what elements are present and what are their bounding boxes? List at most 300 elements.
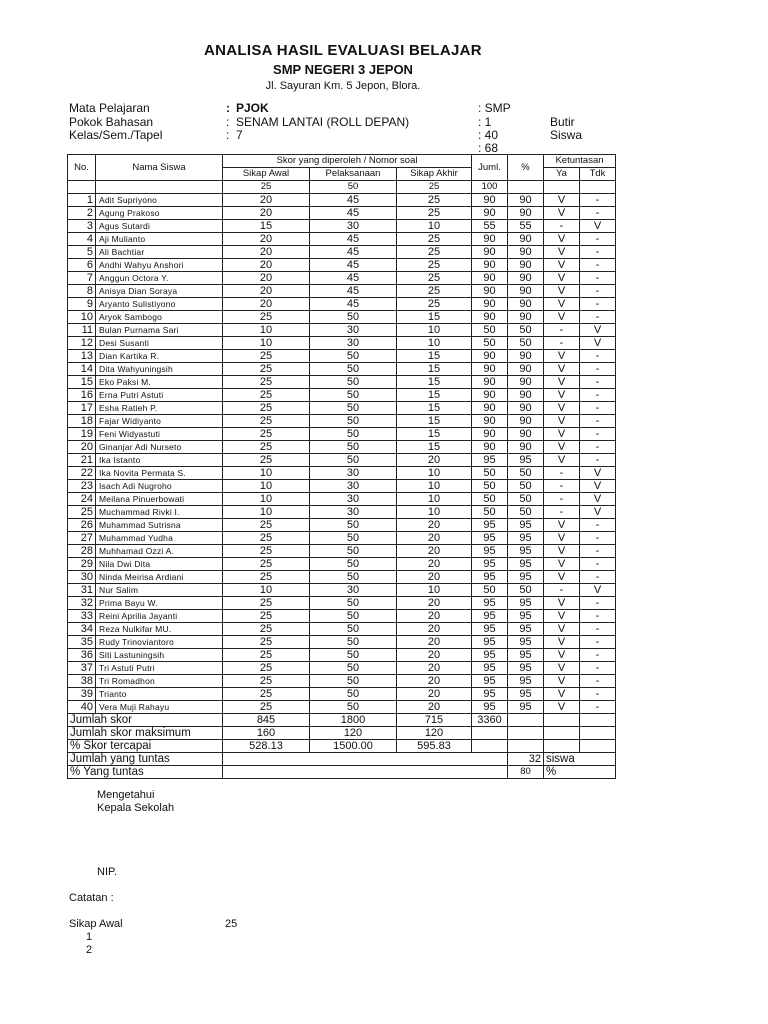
row-no: 4: [68, 233, 96, 246]
row-jml: 90: [472, 376, 508, 389]
row-pelaksanaan: 30: [310, 584, 397, 597]
summary-jumlah-maks-c: 120: [397, 727, 472, 740]
row-pct: 50: [508, 467, 544, 480]
row-jml: 90: [472, 259, 508, 272]
row-pelaksanaan: 45: [310, 272, 397, 285]
row-pct: 90: [508, 441, 544, 454]
row-sikap-akhir: 20: [397, 636, 472, 649]
row-sikap-awal: 25: [223, 688, 310, 701]
row-jml: 95: [472, 454, 508, 467]
row-pelaksanaan: 50: [310, 701, 397, 714]
row-jml: 95: [472, 636, 508, 649]
row-nama: Ninda Meirisa Ardiani: [96, 571, 223, 584]
row-ya: V: [544, 571, 580, 584]
row-pct: 90: [508, 389, 544, 402]
row-tdk: -: [580, 701, 616, 714]
row-pelaksanaan: 45: [310, 207, 397, 220]
row-pct: 90: [508, 363, 544, 376]
row-ya: V: [544, 311, 580, 324]
row-tdk: -: [580, 285, 616, 298]
table-row: [68, 415, 616, 428]
row-tdk: V: [580, 493, 616, 506]
row-nama: Ali Bachtiar: [96, 246, 223, 259]
row-sikap-akhir: 25: [397, 194, 472, 207]
row-nama: Dita Wahyuningsih: [96, 363, 223, 376]
header-skor-group: Skor yang diperoleh / Nomor soal: [223, 155, 472, 168]
row-sikap-awal: 10: [223, 584, 310, 597]
max-jml: 100: [472, 181, 508, 194]
row-no: 28: [68, 545, 96, 558]
row-pct: 95: [508, 519, 544, 532]
summary-tuntas-value: 32: [508, 753, 544, 766]
header-jml: Juml.: [472, 155, 508, 181]
row-sikap-akhir: 15: [397, 350, 472, 363]
summary-tuntas-unit: siswa: [544, 753, 616, 766]
row-ya: V: [544, 194, 580, 207]
row-pct: 95: [508, 597, 544, 610]
row-no: 30: [68, 571, 96, 584]
row-pct: 95: [508, 532, 544, 545]
row-sikap-awal: 25: [223, 662, 310, 675]
row-sikap-awal: 25: [223, 623, 310, 636]
row-sikap-awal: 25: [223, 610, 310, 623]
max-pelaksanaan: 50: [310, 181, 397, 194]
row-nama: Tri Romadhon: [96, 675, 223, 688]
row-sikap-akhir: 15: [397, 441, 472, 454]
table-row: [68, 402, 616, 415]
table-row: [68, 571, 616, 584]
header-pelaksanaan: Pelaksanaan: [310, 168, 397, 181]
row-ya: V: [544, 532, 580, 545]
info-right-butir: Butir: [550, 115, 575, 129]
row-tdk: -: [580, 272, 616, 285]
table-row: [68, 636, 616, 649]
row-pct: 95: [508, 636, 544, 649]
row-tdk: -: [580, 597, 616, 610]
row-tdk: V: [580, 467, 616, 480]
row-ya: V: [544, 519, 580, 532]
row-nama: Muhhamad Ozzi A.: [96, 545, 223, 558]
row-sikap-awal: 25: [223, 428, 310, 441]
row-pct: 90: [508, 402, 544, 415]
row-no: 37: [68, 662, 96, 675]
table-row: [68, 558, 616, 571]
row-sikap-akhir: 10: [397, 337, 472, 350]
row-sikap-akhir: 20: [397, 545, 472, 558]
row-no: 16: [68, 389, 96, 402]
row-jml: 95: [472, 532, 508, 545]
row-sikap-akhir: 20: [397, 610, 472, 623]
row-tdk: -: [580, 311, 616, 324]
row-sikap-akhir: 25: [397, 272, 472, 285]
row-pct: 95: [508, 610, 544, 623]
table-row: [68, 662, 616, 675]
table-row: [68, 532, 616, 545]
row-no: 35: [68, 636, 96, 649]
row-pelaksanaan: 50: [310, 532, 397, 545]
row-pelaksanaan: 30: [310, 220, 397, 233]
row-sikap-akhir: 10: [397, 467, 472, 480]
row-jml: 95: [472, 701, 508, 714]
table-row: [68, 493, 616, 506]
row-no: 6: [68, 259, 96, 272]
footer-kepala-sekolah: Kepala Sekolah: [97, 802, 175, 814]
row-ya: V: [544, 558, 580, 571]
row-jml: 90: [472, 233, 508, 246]
row-ya: V: [544, 675, 580, 688]
row-no: 3: [68, 220, 96, 233]
row-pct: 90: [508, 259, 544, 272]
row-sikap-awal: 25: [223, 701, 310, 714]
row-nama: Ika Novita Permata S.: [96, 467, 223, 480]
row-jml: 90: [472, 246, 508, 259]
row-sikap-awal: 25: [223, 402, 310, 415]
info-value-pokok: SENAM LANTAI (ROLL DEPAN): [236, 115, 410, 129]
row-sikap-akhir: 10: [397, 480, 472, 493]
row-ya: V: [544, 610, 580, 623]
info-right-siswa: Siswa: [550, 128, 583, 142]
row-sikap-awal: 25: [223, 415, 310, 428]
footer-item-2: 2: [86, 944, 93, 956]
row-pelaksanaan: 30: [310, 493, 397, 506]
row-ya: -: [544, 467, 580, 480]
row-pct: 90: [508, 415, 544, 428]
row-sikap-akhir: 20: [397, 532, 472, 545]
row-sikap-akhir: 10: [397, 324, 472, 337]
table-row: [68, 233, 616, 246]
row-pelaksanaan: 30: [310, 337, 397, 350]
row-pelaksanaan: 50: [310, 558, 397, 571]
row-pelaksanaan: 50: [310, 610, 397, 623]
row-ya: V: [544, 428, 580, 441]
summary-pct-c: 595.83: [397, 740, 472, 753]
row-sikap-awal: 10: [223, 467, 310, 480]
row-ya: V: [544, 233, 580, 246]
table-row: [68, 649, 616, 662]
row-no: 22: [68, 467, 96, 480]
row-no: 10: [68, 311, 96, 324]
row-ya: V: [544, 246, 580, 259]
table-row: [68, 324, 616, 337]
info-value-mapel: PJOK: [236, 101, 269, 115]
row-sikap-akhir: 20: [397, 571, 472, 584]
row-ya: -: [544, 506, 580, 519]
row-ya: V: [544, 259, 580, 272]
row-sikap-awal: 10: [223, 506, 310, 519]
row-pct: 90: [508, 298, 544, 311]
footer-sikap-awal-label: Sikap Awal: [69, 918, 123, 930]
row-pct: 95: [508, 649, 544, 662]
row-jml: 95: [472, 571, 508, 584]
summary-jumlah-skor-b: 1800: [310, 714, 397, 727]
row-ya: V: [544, 688, 580, 701]
row-tdk: -: [580, 428, 616, 441]
row-pelaksanaan: 50: [310, 376, 397, 389]
row-sikap-akhir: 25: [397, 298, 472, 311]
row-jml: 90: [472, 415, 508, 428]
row-tdk: -: [580, 662, 616, 675]
row-no: 12: [68, 337, 96, 350]
row-pct: 50: [508, 493, 544, 506]
row-sikap-awal: 10: [223, 324, 310, 337]
row-tdk: V: [580, 324, 616, 337]
table-row: [68, 311, 616, 324]
table-row: [68, 441, 616, 454]
header-sikap-akhir: Sikap Akhir: [397, 168, 472, 181]
row-pelaksanaan: 45: [310, 285, 397, 298]
table-row: [68, 467, 616, 480]
row-tdk: -: [580, 688, 616, 701]
row-jml: 95: [472, 675, 508, 688]
row-sikap-akhir: 20: [397, 558, 472, 571]
row-nama: Muhammad Sutrisna: [96, 519, 223, 532]
row-ya: V: [544, 623, 580, 636]
row-tdk: -: [580, 194, 616, 207]
row-sikap-akhir: 20: [397, 519, 472, 532]
row-pct: 90: [508, 350, 544, 363]
row-tdk: -: [580, 363, 616, 376]
footer-catatan: Catatan :: [69, 892, 114, 904]
table-row: [68, 259, 616, 272]
row-pct: 90: [508, 285, 544, 298]
row-tdk: -: [580, 246, 616, 259]
row-sikap-akhir: 20: [397, 688, 472, 701]
row-nama: Aryanto Sulistiyono: [96, 298, 223, 311]
row-pct: 50: [508, 324, 544, 337]
summary-jumlah-maks-label: Jumlah skor maksimum: [68, 727, 223, 740]
row-nama: Muhammad Yudha: [96, 532, 223, 545]
row-tdk: V: [580, 480, 616, 493]
row-nama: Desi Susanti: [96, 337, 223, 350]
row-sikap-awal: 20: [223, 194, 310, 207]
row-sikap-awal: 10: [223, 480, 310, 493]
row-sikap-awal: 25: [223, 649, 310, 662]
table-row: [68, 584, 616, 597]
row-pelaksanaan: 50: [310, 519, 397, 532]
info-label-kelas: Kelas/Sem./Tapel: [69, 128, 163, 142]
row-jml: 95: [472, 623, 508, 636]
row-tdk: -: [580, 610, 616, 623]
row-jml: 95: [472, 662, 508, 675]
row-jml: 50: [472, 324, 508, 337]
row-tdk: -: [580, 532, 616, 545]
row-nama: Esha Ratieh P.: [96, 402, 223, 415]
row-jml: 95: [472, 688, 508, 701]
row-nama: Ika Istanto: [96, 454, 223, 467]
table-row: [68, 207, 616, 220]
row-no: 40: [68, 701, 96, 714]
row-jml: 95: [472, 610, 508, 623]
row-jml: 50: [472, 584, 508, 597]
row-tdk: -: [580, 259, 616, 272]
row-sikap-akhir: 15: [397, 311, 472, 324]
row-no: 15: [68, 376, 96, 389]
row-jml: 90: [472, 311, 508, 324]
row-sikap-akhir: 15: [397, 389, 472, 402]
row-pct: 90: [508, 428, 544, 441]
row-sikap-awal: 20: [223, 246, 310, 259]
row-tdk: V: [580, 220, 616, 233]
document-title: ANALISA HASIL EVALUASI BELAJAR: [204, 42, 482, 59]
row-tdk: -: [580, 207, 616, 220]
row-sikap-akhir: 15: [397, 415, 472, 428]
row-sikap-akhir: 10: [397, 506, 472, 519]
table-row: [68, 298, 616, 311]
row-sikap-awal: 25: [223, 454, 310, 467]
table-row: [68, 480, 616, 493]
row-pelaksanaan: 50: [310, 675, 397, 688]
info-value-kelas: 7: [236, 128, 243, 142]
row-jml: 90: [472, 272, 508, 285]
row-pct: 95: [508, 454, 544, 467]
table-row: [68, 623, 616, 636]
table-row: [68, 220, 616, 233]
row-tdk: -: [580, 519, 616, 532]
summary-pct-label: % Skor tercapai: [68, 740, 223, 753]
footer-sikap-awal-value: 25: [225, 918, 238, 930]
row-pct: 90: [508, 376, 544, 389]
summary-jumlah-skor-total: 3360: [472, 714, 508, 727]
summary-pct-tuntas-label: % Yang tuntas: [68, 766, 223, 779]
row-nama: Aryok Sambogo: [96, 311, 223, 324]
row-sikap-akhir: 15: [397, 402, 472, 415]
row-jml: 95: [472, 649, 508, 662]
row-no: 8: [68, 285, 96, 298]
row-pct: 95: [508, 571, 544, 584]
row-tdk: -: [580, 675, 616, 688]
row-jml: 90: [472, 207, 508, 220]
row-no: 19: [68, 428, 96, 441]
row-nama: Bulan Purnama Sari: [96, 324, 223, 337]
table-row: [68, 454, 616, 467]
info-sep-mapel: :: [226, 101, 230, 115]
row-sikap-akhir: 20: [397, 662, 472, 675]
table-row: [68, 376, 616, 389]
row-ya: V: [544, 454, 580, 467]
row-no: 9: [68, 298, 96, 311]
row-jml: 95: [472, 519, 508, 532]
row-pelaksanaan: 50: [310, 649, 397, 662]
summary-jumlah-maks-a: 160: [223, 727, 310, 740]
row-nama: Aji Mulianto: [96, 233, 223, 246]
row-jml: 90: [472, 402, 508, 415]
row-pelaksanaan: 50: [310, 441, 397, 454]
row-no: 7: [68, 272, 96, 285]
summary-jumlah-skor-a: 845: [223, 714, 310, 727]
row-no: 1: [68, 194, 96, 207]
row-tdk: -: [580, 545, 616, 558]
row-pelaksanaan: 50: [310, 311, 397, 324]
row-nama: Isach Adi Nugroho: [96, 480, 223, 493]
row-pelaksanaan: 30: [310, 506, 397, 519]
table-row: [68, 610, 616, 623]
row-pelaksanaan: 45: [310, 233, 397, 246]
row-sikap-awal: 20: [223, 298, 310, 311]
summary-pct-tuntas-unit: %: [544, 766, 616, 779]
row-nama: Nur Salim: [96, 584, 223, 597]
row-sikap-awal: 10: [223, 493, 310, 506]
row-nama: Erna Putri Astuti: [96, 389, 223, 402]
row-sikap-akhir: 20: [397, 623, 472, 636]
row-no: 2: [68, 207, 96, 220]
row-ya: V: [544, 662, 580, 675]
row-sikap-awal: 20: [223, 259, 310, 272]
row-no: 17: [68, 402, 96, 415]
row-sikap-akhir: 25: [397, 246, 472, 259]
row-tdk: -: [580, 571, 616, 584]
row-pct: 90: [508, 194, 544, 207]
row-sikap-akhir: 10: [397, 584, 472, 597]
row-jml: 90: [472, 285, 508, 298]
row-nama: Rudy Trinoviantoro: [96, 636, 223, 649]
row-jml: 50: [472, 337, 508, 350]
row-pct: 95: [508, 623, 544, 636]
row-tdk: -: [580, 376, 616, 389]
row-ya: V: [544, 272, 580, 285]
row-ya: V: [544, 649, 580, 662]
row-sikap-awal: 25: [223, 597, 310, 610]
row-nama: Agus Sutardi: [96, 220, 223, 233]
row-pelaksanaan: 30: [310, 467, 397, 480]
row-nama: Andhi Wahyu Anshori: [96, 259, 223, 272]
row-pelaksanaan: 50: [310, 545, 397, 558]
row-ya: -: [544, 584, 580, 597]
row-nama: Meilana Pinuerbowati: [96, 493, 223, 506]
row-jml: 90: [472, 389, 508, 402]
row-no: 20: [68, 441, 96, 454]
row-sikap-awal: 25: [223, 441, 310, 454]
row-tdk: V: [580, 337, 616, 350]
row-pelaksanaan: 50: [310, 636, 397, 649]
school-address: Jl. Sayuran Km. 5 Jepon, Blora.: [265, 80, 421, 92]
row-tdk: -: [580, 558, 616, 571]
row-tdk: -: [580, 649, 616, 662]
row-sikap-awal: 20: [223, 285, 310, 298]
row-ya: V: [544, 597, 580, 610]
footer-item-1: 1: [86, 931, 93, 943]
row-no: 31: [68, 584, 96, 597]
row-jml: 90: [472, 441, 508, 454]
info-sep-pokok: :: [226, 115, 230, 129]
row-no: 39: [68, 688, 96, 701]
row-no: 21: [68, 454, 96, 467]
row-pelaksanaan: 50: [310, 389, 397, 402]
row-nama: Prima Bayu W.: [96, 597, 223, 610]
row-tdk: -: [580, 350, 616, 363]
row-nama: Nila Dwi Dita: [96, 558, 223, 571]
row-sikap-akhir: 20: [397, 649, 472, 662]
row-tdk: -: [580, 402, 616, 415]
info-right-jenjang: : SMP: [478, 101, 511, 115]
row-jml: 90: [472, 298, 508, 311]
summary-pct-tuntas-value: 80: [508, 766, 544, 779]
header-tdk: Tdk: [580, 168, 616, 181]
row-sikap-awal: 25: [223, 636, 310, 649]
row-no: 14: [68, 363, 96, 376]
table-row: [68, 545, 616, 558]
max-sikap-akhir: 25: [397, 181, 472, 194]
row-ya: V: [544, 298, 580, 311]
row-tdk: -: [580, 454, 616, 467]
row-jml: 95: [472, 545, 508, 558]
row-nama: Feni Widyastuti: [96, 428, 223, 441]
row-nama: Anisya Dian Soraya: [96, 285, 223, 298]
row-pelaksanaan: 50: [310, 454, 397, 467]
row-ya: V: [544, 402, 580, 415]
summary-jumlah-skor-label: Jumlah skor: [68, 714, 223, 727]
row-ya: V: [544, 701, 580, 714]
row-pct: 95: [508, 675, 544, 688]
